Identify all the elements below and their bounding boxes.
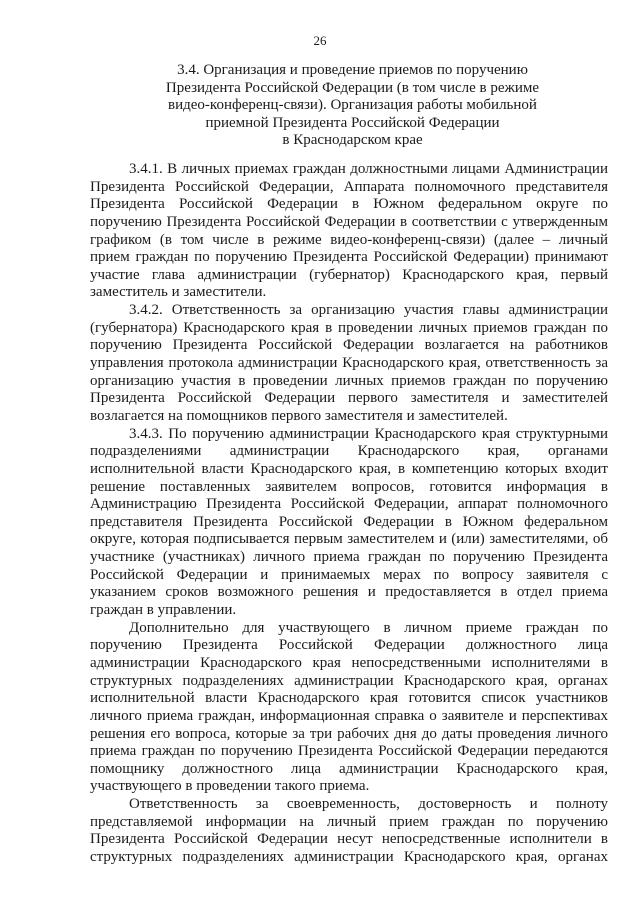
text-line: исполнительной власти Краснодарского края, в компетенцию которых входит <box>90 460 608 477</box>
paragraph-3-4-3 <box>90 426 608 620</box>
text-line: решение поставленных заявителем вопросов, готовится информация в <box>90 478 608 495</box>
text-line: указанием сроков возможного решения и предоставляется в отдел приема <box>90 584 608 601</box>
text-line: Российской Федерации и принимаемых мерах по вопросу заявителя с <box>90 566 608 583</box>
heading-line: приемной Президента Российской Федерации <box>205 114 500 131</box>
text-line: структурных подразделениях администрации Краснодарского края, органах <box>90 848 608 865</box>
text-line: Администрацию Президента Российской Федерации, аппарат полномочного <box>90 496 608 513</box>
text-line: личного приема граждан, информационная справка о заявителе и перспективах <box>90 707 608 724</box>
text-line: решения его вопроса, которые за три рабочих дня до даты проведения личного <box>90 725 608 742</box>
document-body <box>90 161 608 867</box>
text-line: Ответственность за своевременность, достоверность и полноту <box>129 796 608 813</box>
page-number: 26 <box>313 33 327 48</box>
text-line: участие глава администрации (губернатор) Краснодарского края, первый <box>90 266 608 283</box>
text-line: возлагается на помощников первого заместителя и заместителей. <box>90 407 508 424</box>
text-line: Президента Российской Федерации в Южном федеральном округе по <box>90 196 608 213</box>
text-line: 3.4.3. По поручению администрации Краснодарского края структурными <box>129 425 608 442</box>
text-line: управления протокола администрации Краснодарского края, ответственность за <box>90 355 608 372</box>
text-line: Президента Российской Федерации первого заместителя и заместителей <box>90 390 608 407</box>
text-line: структурных подразделениях администрации Краснодарского края, органах <box>90 672 608 689</box>
text-line: графиком (в том числе в режиме видео-конференц-связи) (далее – личный <box>90 231 608 248</box>
heading-line: видео-конференц-связи). Организация работы мобильной <box>168 97 537 114</box>
text-line: Дополнительно для участвующего в личном приеме граждан по <box>129 619 608 636</box>
heading-line: Президента Российской Федерации (в том числе в режиме <box>165 79 540 96</box>
text-line: Президента Российской Федерации несут непосредственные исполнители в <box>90 831 608 848</box>
text-line: поручению Президента Российской Федерации должностного лица <box>90 637 608 654</box>
heading-line: в Краснодарском крае <box>282 132 423 149</box>
text-line: поручению Президента Российской Федерации возлагается на работников <box>90 337 608 354</box>
text-line: помощнику должностного лица администрации Краснодарского края, <box>90 760 608 777</box>
text-line: организацию участия в проведении личных приемов граждан по поручению <box>90 372 608 389</box>
text-line: приема граждан по поручению Президента Российской Федерации передаются <box>90 743 608 760</box>
text-line: округе, которая подписывается первым заместителем и (или) заместителями, об <box>90 531 608 548</box>
text-line: участвующего в проведении такого приема. <box>90 778 370 795</box>
text-line: Президента Российской Федерации, Аппарата полномочного представителя <box>90 178 608 195</box>
text-line: прием граждан по поручению Президента Российской Федерации) принимают <box>90 249 608 266</box>
text-line: поручению Президента Российской Федерации в соответствии с утвержденным <box>90 213 608 230</box>
paragraph-responsibility <box>90 796 608 867</box>
text-line: граждан в управлении. <box>90 602 237 619</box>
text-line: подразделениями администрации Краснодарского края, органами <box>90 443 608 460</box>
text-line: администрации Краснодарского края непосредственными исполнителями в <box>90 654 608 671</box>
paragraph-3-4-1 <box>90 161 608 302</box>
text-line: 3.4.1. В личных приемах граждан должностными лицами Администрации <box>129 161 608 177</box>
text-line: (губернатора) Краснодарского края в проведении личных приемов граждан по <box>90 319 608 336</box>
text-line: 3.4.2. Ответственность за организацию участия главы администрации <box>129 302 608 319</box>
text-line: представителя Президента Российской Федерации в Южном федеральном <box>90 513 608 530</box>
text-line: заместитель и заместители. <box>90 284 267 301</box>
section-heading <box>100 62 605 150</box>
paragraph-additional <box>90 620 608 796</box>
text-line: представляемой информации на личный прием граждан по поручению <box>90 813 608 830</box>
heading-line: 3.4. Организация и проведение приемов по поручению <box>177 62 528 78</box>
text-line: участнике (участниках) личного приема граждан по поручению Президента <box>90 549 608 566</box>
paragraph-3-4-2 <box>90 302 608 425</box>
text-line: исполнительной власти Краснодарского края готовится список участников <box>90 690 608 707</box>
